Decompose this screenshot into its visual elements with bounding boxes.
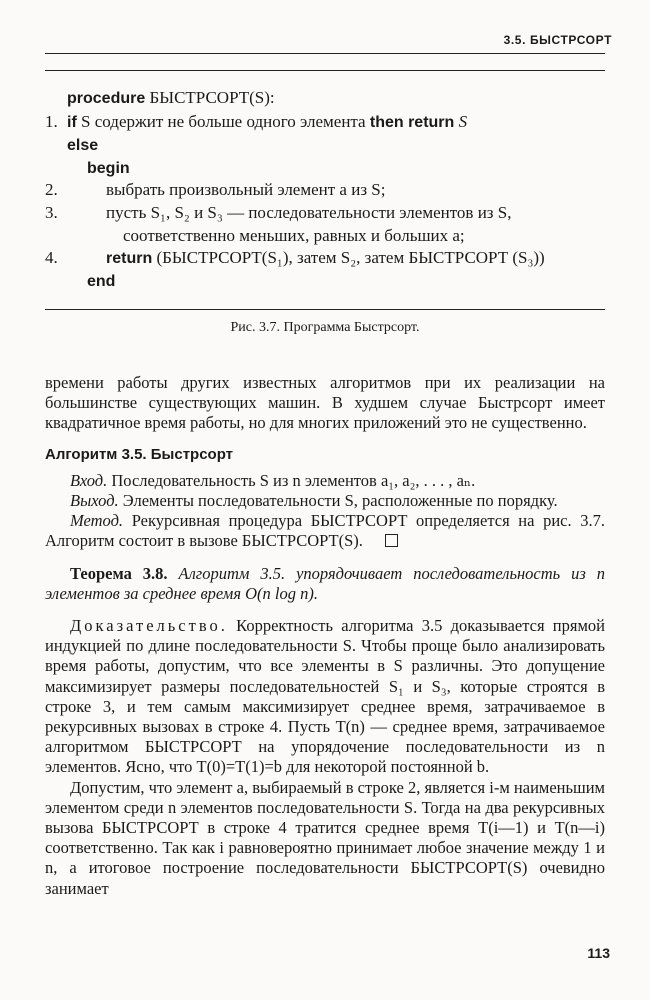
code-line-1: S содержит не больше одного элемента bbox=[81, 112, 366, 131]
running-header: 3.5. БЫСТРСОРТ bbox=[503, 33, 612, 47]
proof-label: Доказательство. bbox=[70, 616, 228, 636]
line-number: 4. bbox=[45, 248, 58, 267]
theorem-label: Теорема 3.8. bbox=[70, 563, 168, 583]
code-line-1-var: S bbox=[458, 112, 468, 131]
keyword-then-return: then return bbox=[369, 114, 455, 131]
output-text: Элементы последовательности S, расположенные по порядку. bbox=[122, 491, 558, 511]
procedure-name: БЫСТРСОРТ(S): bbox=[149, 88, 275, 107]
keyword-else: else bbox=[67, 137, 99, 154]
figure-top-rule bbox=[45, 70, 605, 71]
header-rule bbox=[45, 53, 605, 54]
input-label: Вход. bbox=[70, 470, 108, 490]
method-text: Рекурсивная процедура БЫСТРСОРТ определяется на рис. 3.7. Алгоритм состоит в вызове БЫСТРСОРТ(S). bbox=[45, 511, 606, 551]
code-line-3-cont: соответственно меньших, равных и больших a; bbox=[123, 226, 465, 245]
code-line-4: (БЫСТРСОРТ(S₁), затем S₂, затем БЫСТРСОРТ (S₃)) bbox=[156, 248, 545, 267]
code-line-3: пусть S₁, S₂ и S₃ — последовательности элементов из S, bbox=[106, 203, 512, 222]
keyword-procedure: procedure bbox=[67, 90, 146, 107]
code-line-2: выбрать произвольный элемент a из S; bbox=[106, 180, 386, 199]
end-of-algorithm-square-icon bbox=[385, 534, 398, 547]
line-number: 1. bbox=[45, 112, 58, 131]
line-number: 2. bbox=[45, 180, 58, 199]
algorithm-heading: Алгоритм 3.5. Быстрсорт bbox=[45, 445, 234, 463]
method-label: Метод. bbox=[70, 511, 124, 531]
keyword-return: return bbox=[106, 250, 153, 267]
figure-caption: Рис. 3.7. Программа Быстрсорт. bbox=[230, 320, 420, 335]
algorithm-input bbox=[45, 471, 605, 491]
figure-bottom-rule bbox=[45, 309, 605, 310]
proof-text: Корректность алгоритма 3.5 доказывается прямой индукцией по длине последовательности S. Чтобы проще было анализировать время работы, допустим, что все элементы в S различны. Это допущение максимизирует размеры последовательностей S₁ и S₃, которые строятся в строке 3, и тем самым максимизирует среднее время, затрачиваемое в рекурсивных вызовах в строке 4. Пусть T(n) — среднее время, затрачиваемое алгоритмом БЫСТРСОРТ на упорядочение последовательности из n элементов. Ясно, что T(0)=T(1)=b для некоторой постоянной b. bbox=[45, 616, 605, 777]
algorithm-output bbox=[45, 491, 605, 511]
page-number: 113 bbox=[587, 945, 610, 961]
paragraph-last: Допустим, что элемент a, выбираемый в строке 2, является i-м наименьшим элементом среди n элементов последовательности S. Тогда на два рекурсивных вызова БЫСТРСОРТ в строке 4 тратится среднее время T(i—1) и T(n—i) соответственно. Так как i равновероятно принимает любое значение между 1 и n, а итоговое построение последовательности БЫСТРСОРТ(S) очевидно занимает bbox=[45, 777, 605, 898]
algorithm-method bbox=[45, 511, 605, 551]
line-number: 3. bbox=[45, 203, 58, 222]
keyword-end: end bbox=[87, 273, 116, 290]
keyword-begin: begin bbox=[87, 160, 130, 177]
theorem-text: Алгоритм 3.5. упорядочивает последовательность из n элементов за среднее время O(n log n). bbox=[45, 563, 606, 603]
output-label: Выход. bbox=[70, 491, 119, 511]
input-text: Последовательность S из n элементов a₁, a₂, . . . , aₙ. bbox=[111, 470, 476, 490]
body-text bbox=[45, 373, 605, 899]
paragraph-intro: времени работы других известных алгоритмов при их реализации на большинстве существующих машин. В худшем случае Быстрсорт имеет квадратичное время работы, но для многих приложений это не существенно. bbox=[45, 373, 605, 433]
keyword-if: if bbox=[67, 114, 77, 131]
